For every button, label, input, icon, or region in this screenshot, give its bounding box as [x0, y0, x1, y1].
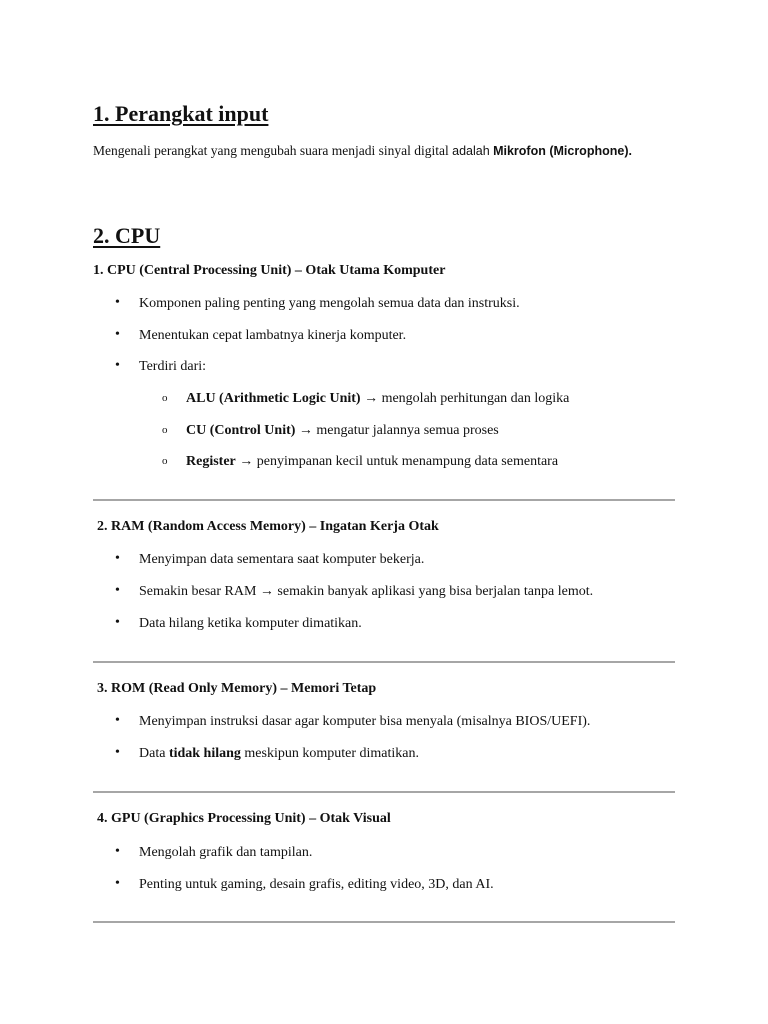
rom-title: 3. ROM (Read Only Memory) – Memori Tetap [97, 681, 377, 696]
bullet-icon: • [115, 327, 120, 342]
circle-bullet-icon: o [162, 424, 168, 436]
list-item-text: Menyimpan instruksi dasar agar komputer bisa menyala (misalnya BIOS/UEFI). [139, 714, 591, 729]
list-item-text: Komponen paling penting yang mengolah semua data dan instruksi. [139, 296, 520, 311]
section-1-heading: 1. Perangkat input [93, 101, 269, 126]
bullet-icon: • [115, 551, 120, 566]
list-item-text: Terdiri dari: [139, 359, 207, 374]
bullet-icon: • [115, 713, 120, 728]
circle-bullet-icon: o [162, 392, 168, 404]
list-item [115, 844, 313, 861]
list-item-text: Menyimpan data sementara saat komputer bekerja. [139, 552, 425, 567]
list-item [115, 358, 207, 375]
list-item-text: Semakin besar RAM → semakin banyak aplikasi yang bisa berjalan tanpa lemot. [139, 584, 594, 599]
divider [93, 921, 675, 923]
divider [93, 661, 675, 663]
list-item-text: Data [139, 746, 169, 761]
list-item-text: Penting untuk gaming, desain grafis, editing video, 3D, dan AI. [139, 877, 494, 892]
sub-item-term: ALU (Arithmetic Logic Unit) [186, 391, 361, 406]
gpu-title: 4. GPU (Graphics Processing Unit) – Otak Visual [97, 811, 391, 826]
list-item [115, 295, 520, 312]
list-item-text: Menentukan cepat lambatnya kinerja komputer. [139, 328, 407, 343]
bullet-icon: • [115, 876, 120, 891]
list-item [115, 745, 420, 762]
sub-item-desc: → mengolah perhitungan dan logika [360, 391, 570, 406]
sub-list-item [162, 423, 499, 439]
intro-text-sans: adalah [452, 144, 490, 158]
intro-answer: Mikrofon (Microphone). [493, 144, 632, 158]
ram-title: 2. RAM (Random Access Memory) – Ingatan Kerja Otak [97, 519, 439, 534]
emphasis-text: tidak hilang [168, 746, 241, 761]
bullet-icon: • [115, 583, 120, 598]
section-2-heading: 2. CPU [93, 223, 161, 248]
list-item-text: Mengolah grafik dan tampilan. [139, 845, 313, 860]
section-1-paragraph [93, 141, 633, 161]
list-item [115, 876, 494, 893]
sub-list-item [162, 391, 570, 407]
cpu-title: 1. CPU (Central Processing Unit) – Otak Utama Komputer [93, 263, 446, 278]
sub-item-desc: → mengatur jalannya semua proses [295, 423, 499, 438]
bullet-icon: • [115, 358, 120, 373]
bullet-icon: • [115, 844, 120, 859]
bullet-icon: • [115, 745, 120, 760]
divider [93, 499, 675, 501]
list-item [115, 615, 362, 632]
divider [93, 791, 675, 793]
list-item [115, 551, 425, 568]
bullet-icon: • [115, 615, 120, 630]
list-item-text: Data hilang ketika komputer dimatikan. [139, 616, 362, 631]
sub-list-item [162, 454, 559, 470]
list-item [115, 713, 591, 730]
list-item [115, 583, 594, 600]
circle-bullet-icon: o [162, 455, 168, 467]
list-item-text: meskipun komputer dimatikan. [240, 746, 420, 761]
sub-item-desc: → penyimpanan kecil untuk menampung data sementara [235, 454, 559, 469]
bullet-icon: • [115, 295, 120, 310]
intro-text: Mengenali perangkat yang mengubah suara menjadi sinyal digital [93, 143, 449, 158]
sub-item-term: Register [186, 454, 236, 469]
sub-item-term: CU (Control Unit) [186, 423, 296, 438]
list-item [115, 327, 407, 344]
